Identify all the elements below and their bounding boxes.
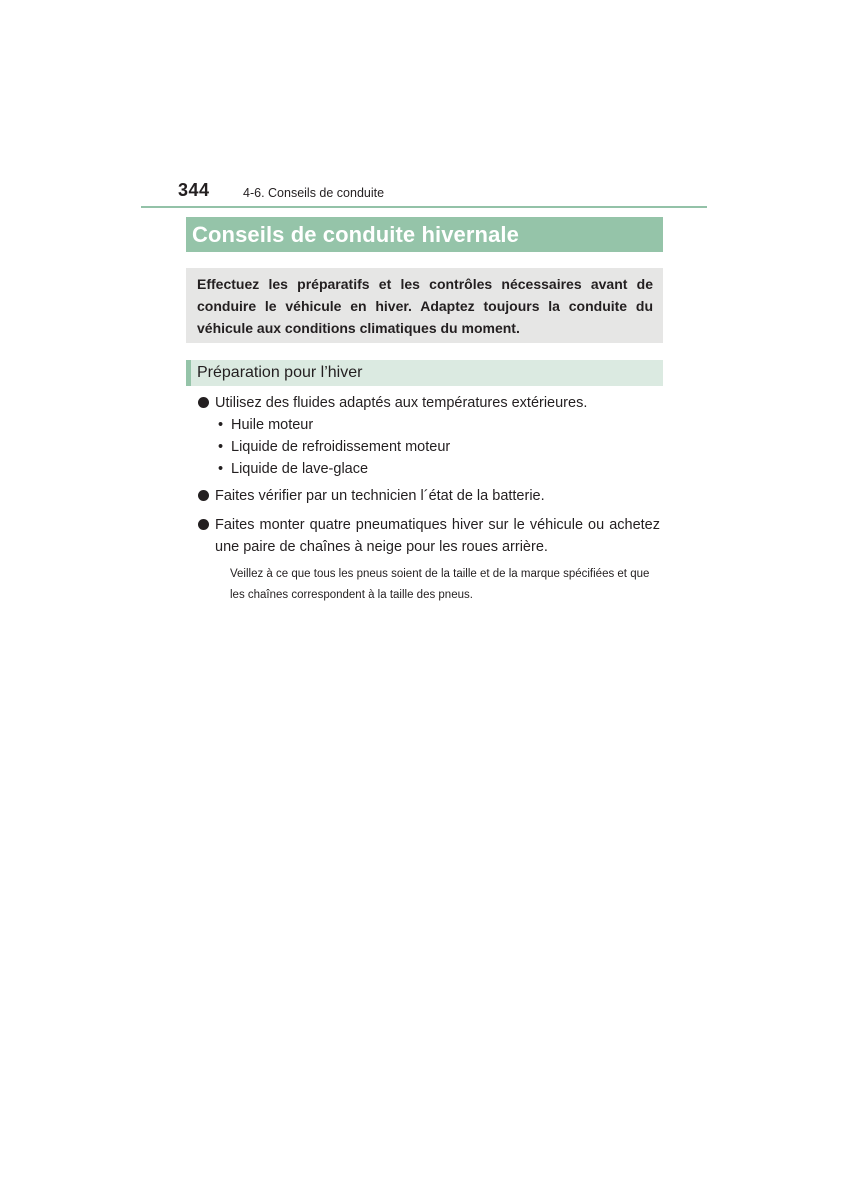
intro-box xyxy=(186,268,663,343)
list-item-text: Faites vérifier par un technicien l´état de la batterie. xyxy=(215,488,545,504)
sub-list-item-text: Liquide de lave-glace xyxy=(231,461,369,477)
intro-text: Effectuez les préparatifs et les contrôles nécessaires avant de conduire le véhicule en hiver. Adaptez toujours la conduite du véhicule aux conditions climatiques du moment. xyxy=(197,276,653,336)
sub-bullet-icon: • xyxy=(218,461,224,477)
sub-bullet-icon: • xyxy=(218,439,224,455)
section-heading-bar xyxy=(186,360,663,386)
running-head: 4-6. Conseils de conduite xyxy=(243,186,385,200)
section-heading: Préparation pour l’hiver xyxy=(197,364,363,381)
bullet-icon xyxy=(198,519,209,530)
list-item-text: Faites monter quatre pneumatiques hiver sur le véhicule ou achetez une paire de chaînes à neige pour les roues arrière. xyxy=(215,517,660,555)
bullet-icon xyxy=(198,490,209,501)
bullet-icon xyxy=(198,397,209,408)
title-bar xyxy=(186,217,663,252)
sub-list-item-text: Liquide de refroidissement moteur xyxy=(231,439,451,455)
page-header xyxy=(0,0,848,210)
page-title: Conseils de conduite hivernale xyxy=(192,221,519,247)
note-text: Veillez à ce que tous les pneus soient de la taille et de la marque spécifiées et que les chaînes correspondent à la taille des pneus. xyxy=(230,568,650,601)
sub-list-item-text: Huile moteur xyxy=(231,417,314,433)
header-rule xyxy=(141,206,707,208)
sub-bullet-icon: • xyxy=(218,417,224,433)
list-item-text: Utilisez des fluides adaptés aux températures extérieures. xyxy=(215,395,588,411)
page-number: 344 xyxy=(178,180,210,200)
